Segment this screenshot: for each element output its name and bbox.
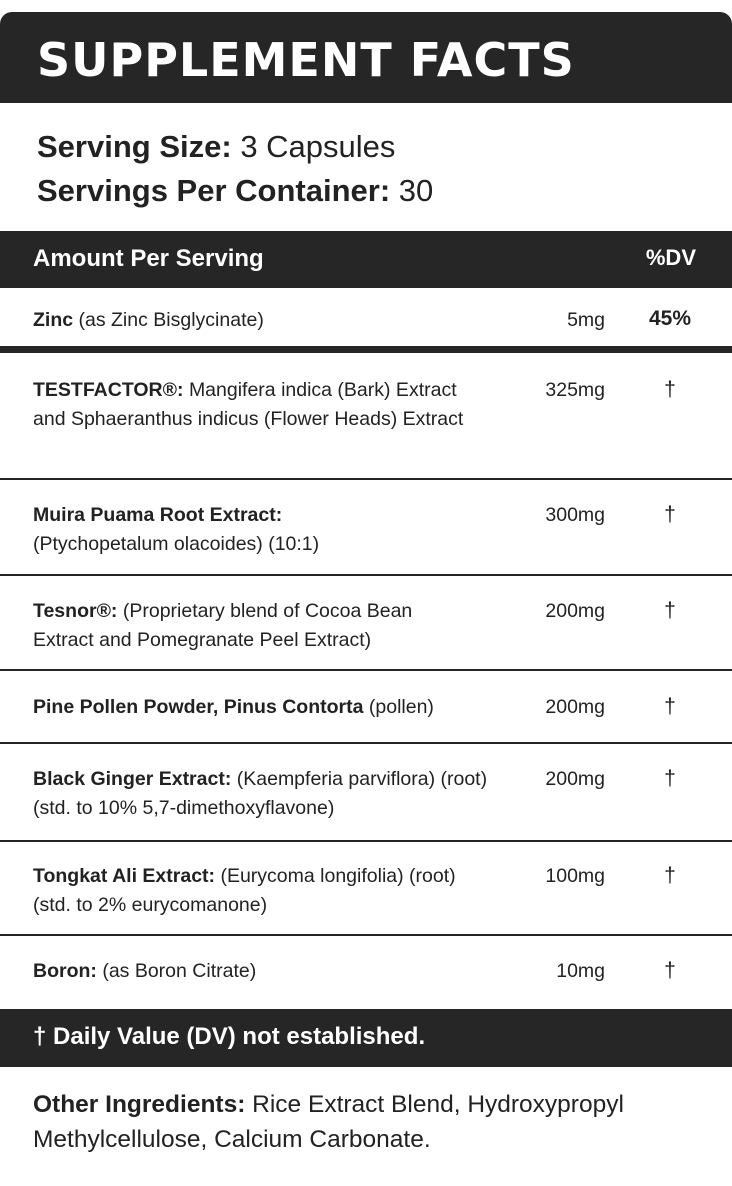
ingredient-amount: 10mg [556, 960, 605, 982]
ingredient-amount: 200mg [545, 600, 605, 622]
dv-header: %DV [645, 245, 696, 270]
ingredient-name: Boron: [33, 960, 97, 982]
thick-divider [0, 346, 732, 353]
ingredient-dv: † [664, 503, 676, 526]
ingredient-dv: † [664, 378, 676, 401]
ingredient-name: Tesnor®: [33, 600, 118, 622]
row-divider [0, 742, 732, 744]
title-bar [0, 12, 732, 103]
page-title: SUPPLEMENT FACTS [37, 33, 575, 87]
servings-per-container-value: 30 [398, 173, 434, 208]
ingredient-detail: (as Boron Citrate) [102, 960, 257, 982]
ingredient-detail: (Proprietary blend of Cocoa Bean Extract and Pomegranate Peel Extract) [33, 600, 413, 651]
ingredient-name: Pine Pollen Powder, Pinus Contorta [33, 696, 364, 718]
ingredient-dv: † [664, 695, 676, 718]
serving-size [37, 127, 395, 167]
table-header [0, 231, 732, 288]
other-ingredients-label: Other Ingredients: [33, 1091, 246, 1118]
row-divider [0, 934, 732, 936]
ingredient-amount: 300mg [545, 504, 605, 526]
footnote-bar [0, 1009, 732, 1067]
row-divider [0, 478, 732, 480]
servings-per-container [37, 171, 433, 211]
ingredient-description [33, 862, 473, 919]
ingredient-dv: † [664, 864, 676, 887]
ingredient-description [33, 957, 513, 986]
row-divider [0, 669, 732, 671]
ingredient-description [33, 597, 433, 654]
other-ingredients-value: Rice Extract Blend, Hydroxypropyl Methylcellulose, Calcium Carbonate. [33, 1091, 624, 1153]
amount-per-serving-header: Amount Per Serving [33, 245, 264, 272]
serving-size-label: Serving Size: [37, 129, 232, 164]
dv-footnote: † Daily Value (DV) not established. [33, 1023, 426, 1050]
ingredient-detail: Mangifera indica (Bark) Extract and Sphaeranthus indicus (Flower Heads) Extract [33, 379, 464, 430]
ingredient-description [33, 501, 333, 558]
ingredient-name: Zinc [33, 309, 74, 331]
ingredient-amount: 325mg [545, 379, 605, 401]
serving-size-value: 3 Capsules [240, 129, 396, 164]
other-ingredients [33, 1087, 713, 1157]
ingredient-name: Black Ginger Extract: [33, 768, 232, 790]
ingredient-amount: 5mg [567, 309, 605, 331]
ingredient-description [33, 693, 513, 722]
ingredient-amount: 200mg [545, 696, 605, 718]
ingredient-dv: † [664, 767, 676, 790]
ingredient-detail: (Eurycoma longifolia) (root) (std. to 2% eurycomanone) [33, 865, 456, 916]
ingredient-detail: (Ptychopetalum olacoides) (10:1) [33, 532, 320, 555]
ingredient-description [33, 306, 553, 335]
ingredient-detail: (pollen) [368, 696, 434, 718]
row-divider [0, 840, 732, 842]
ingredient-description [33, 765, 513, 822]
ingredient-detail: (Kaempferia parviflora) (root) (std. to 10% 5,7-dimethoxyflavone) [33, 768, 488, 819]
ingredient-dv: † [664, 959, 676, 982]
ingredient-dv: † [664, 599, 676, 622]
ingredient-dv: 45% [648, 307, 692, 330]
ingredient-name: TESTFACTOR®: [33, 379, 184, 401]
ingredient-description [33, 376, 493, 433]
servings-per-container-label: Servings Per Container: [37, 173, 391, 208]
ingredient-name: Muira Puama Root Extract: [33, 504, 283, 526]
ingredient-amount: 100mg [545, 865, 605, 887]
row-divider [0, 574, 732, 576]
ingredient-name: Tongkat Ali Extract: [33, 865, 216, 887]
ingredient-amount: 200mg [545, 768, 605, 790]
ingredient-detail: (as Zinc Bisglycinate) [78, 309, 264, 331]
